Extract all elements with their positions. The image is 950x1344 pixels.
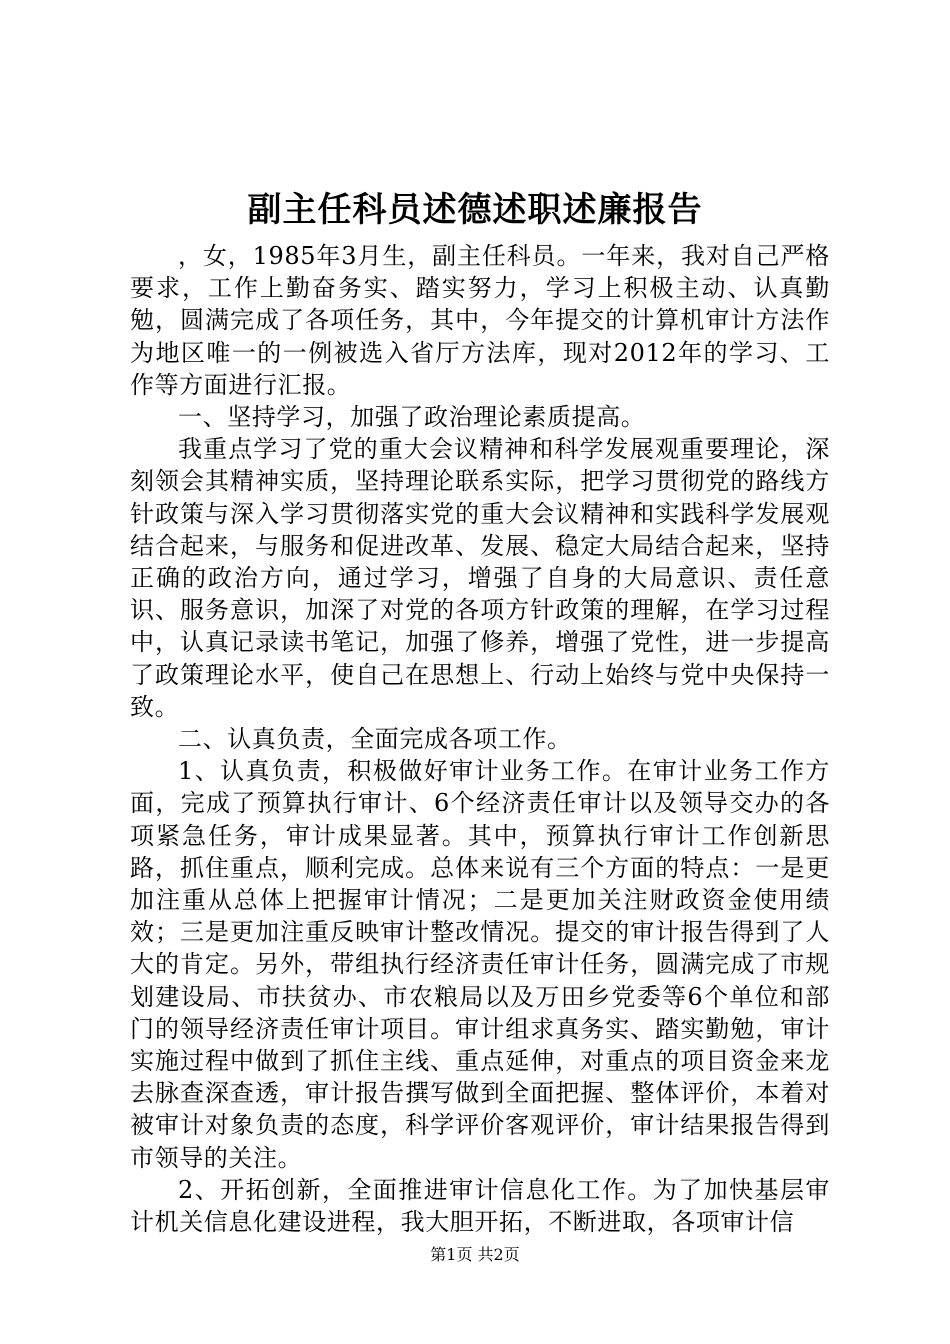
study-paragraph: 我重点学习了党的重大会议精神和科学发展观重要理论，深刻领会其精神实质，坚持理论联系实际，把学习贯彻党的路线方针政策与深入学习贯彻落实党的重大会议精神和实践科学发展观结合起来，与服务和促进改革、发展、稳定大局结合起来，坚持正确的政治方向，通过学习，增强了自身的大局意识、责任意识、服务意识，加深了对党的各项方针政策的理解，在学习过程中，认真记录读书笔记，加强了修养，增强了党性，进一步提高了政策理论水平，使自己在思想上、行动上始终与党中央保持一致。: [130, 435, 830, 721]
intro-paragraph: ，女，1985年3月生，副主任科员。一年来，我对自己严格要求，工作上勤奋务实、踏实努力，学习上积极主动、认真勤勉，圆满完成了各项任务，其中，今年提交的计算机审计方法作为地区唯一的一例被选入省厅方法库，现对2012年的学习、工作等方面进行汇报。: [130, 242, 830, 399]
document-title: 副主任科员述德述职述廉报告: [247, 190, 703, 230]
page-footer: 第1页 共2页: [430, 1245, 520, 1264]
document-body: [130, 240, 830, 1238]
audit-work-paragraph: 1、认真负责，积极做好审计业务工作。在审计业务工作方面，完成了预算执行审计、6个经济责任审计以及领导交办的各项紧急任务，审计成果显著。其中，预算执行审计工作创新思路，抓住重点，顺利完成。总体来说有三个方面的特点：一是更加注重从总体上把握审计情况；二是更加关注财政资金使用绩效；三是更加注重反映审计整改情况。提交的审计报告得到了人大的肯定。另外，带组执行经济责任审计任务，圆满完成了市规划建设局、市扶贫办、市农粮局以及万田乡党委等6个单位和部门的领导经济责任审计项目。审计组求真务实、踏实勤勉，审计实施过程中做到了抓住主线、重点延伸，对重点的项目资金来龙去脉查深查透，审计报告撰写做到全面把握、整体评价，本着对被审计对象负责的态度，科学评价客观评价，审计结果报告得到市领导的关注。: [130, 757, 830, 1172]
innovation-paragraph: 2、开拓创新，全面推进审计信息化工作。为了加快基层审计机关信息化建设进程，我大胆开拓，不断进取，各项审计信: [130, 1175, 830, 1237]
section-heading-2: 二、认真负责，全面完成各项工作。: [178, 725, 572, 754]
section-heading-1: 一、坚持学习，加强了政治理论素质提高。: [178, 403, 646, 432]
